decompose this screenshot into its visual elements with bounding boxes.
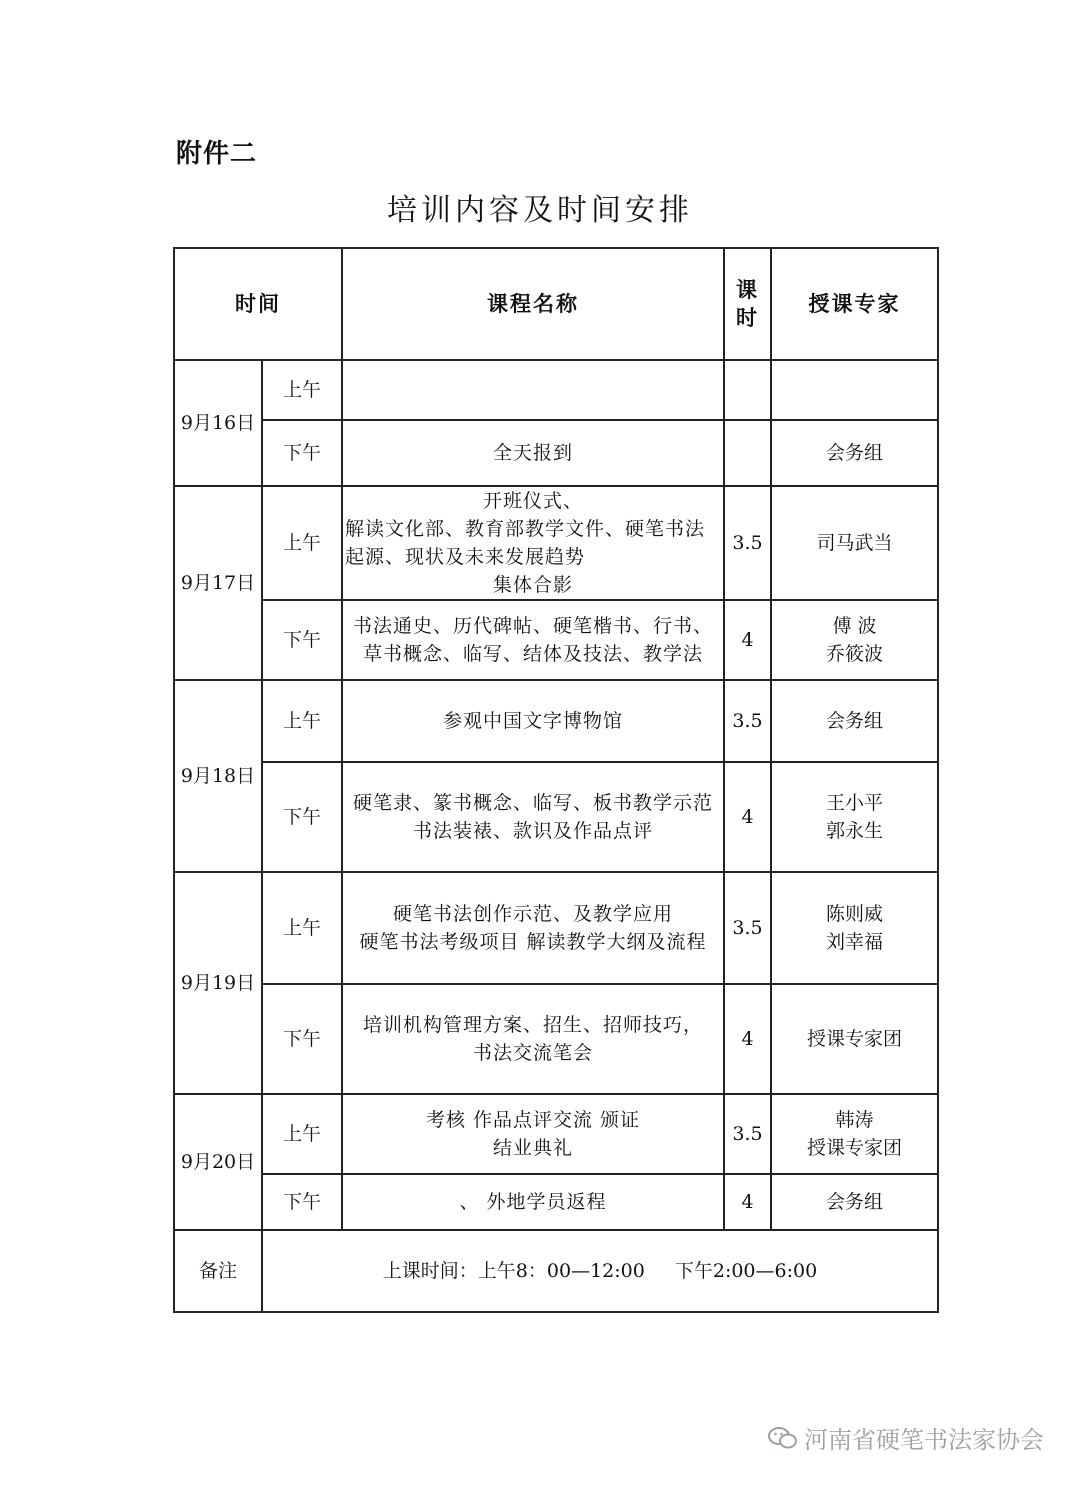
course-line: 书法交流笔会: [472, 1042, 593, 1064]
course-line: 书法通史、历代碑帖、硬笔楷书、行书、: [352, 615, 713, 637]
course-cell: [342, 420, 724, 486]
table-row: [174, 360, 938, 420]
experts-cell: [771, 1174, 938, 1230]
expert-name: 授课专家团: [806, 1028, 902, 1050]
expert-name: 乔筱波: [825, 643, 883, 665]
period-cell: 下午: [262, 420, 342, 486]
expert-name: 王小平: [825, 792, 883, 814]
hours-cell: 4: [724, 1174, 771, 1230]
hours-cell: 4: [724, 762, 771, 872]
course-cell: [342, 1174, 724, 1230]
header-hours: [724, 248, 771, 360]
period-cell: 下午: [262, 984, 342, 1094]
course-line: 考核 作品点评交流 颁证: [425, 1109, 641, 1131]
expert-name: 陈则威: [825, 903, 883, 925]
schedule-body: [174, 360, 938, 1230]
course-cell: [342, 680, 724, 762]
course-line: 开班仪式、: [482, 490, 583, 512]
attachment-label: 附件二: [176, 139, 258, 169]
header-time: 时间: [174, 248, 342, 360]
header-experts: 授课专家: [771, 248, 938, 360]
course-line: 、 外地学员返程: [459, 1191, 607, 1213]
table-row: [174, 420, 938, 486]
period-cell: 上午: [262, 1094, 342, 1174]
table-row: [174, 600, 938, 680]
experts-cell: [771, 486, 938, 600]
expert-name: 授课专家团: [806, 1137, 902, 1159]
course-line: 书法装裱、款识及作品点评: [412, 820, 653, 842]
period-cell: 下午: [262, 762, 342, 872]
course-cell: [342, 872, 724, 984]
date-cell: 9月18日: [174, 680, 262, 872]
watermark: [768, 1420, 1044, 1455]
date-cell: 9月19日: [174, 872, 262, 1094]
course-cell: [342, 1094, 724, 1174]
course-line: 集体合影: [492, 574, 573, 596]
period-cell: 上午: [262, 360, 342, 420]
course-cell: [342, 600, 724, 680]
table-row: [174, 762, 938, 872]
hours-cell: 3.5: [724, 872, 771, 984]
period-cell: 下午: [262, 1174, 342, 1230]
experts-cell: [771, 360, 938, 420]
header-row: [174, 248, 938, 360]
hours-cell: [724, 420, 771, 486]
expert-name: 韩涛: [835, 1109, 874, 1131]
header-course: 课程名称: [342, 248, 724, 360]
period-cell: 下午: [262, 600, 342, 680]
date-cell: 9月20日: [174, 1094, 262, 1230]
expert-name: 会务组: [825, 1191, 883, 1213]
course-cell: [342, 984, 724, 1094]
course-line: 解读文化部、教育部教学文件、硬笔书法: [345, 518, 706, 540]
course-cell: [342, 360, 724, 420]
expert-name: 司马武当: [816, 532, 893, 554]
hours-cell: 4: [724, 984, 771, 1094]
course-line: 硬笔隶、篆书概念、临写、板书教学示范: [352, 792, 713, 814]
header-hours-top: 课: [736, 278, 759, 302]
wechat-icon: [768, 1426, 798, 1450]
course-line: 培训机构管理方案、招生、招师技巧，: [362, 1014, 703, 1036]
experts-cell: [771, 420, 938, 486]
course-line: 草书概念、临写、结体及技法、教学法: [362, 643, 703, 665]
remark-row: [174, 1230, 938, 1312]
expert-name: 会务组: [825, 442, 883, 464]
experts-cell: [771, 984, 938, 1094]
date-cell: 9月16日: [174, 360, 262, 486]
expert-name: 刘幸福: [825, 931, 883, 953]
schedule-table: [173, 247, 939, 1313]
course-line: 结业典礼: [492, 1137, 573, 1159]
period-cell: 上午: [262, 486, 342, 600]
experts-cell: [771, 1094, 938, 1174]
table-row: [174, 680, 938, 762]
course-line: 起源、现状及未来发展趋势: [345, 546, 586, 568]
hours-cell: 4: [724, 600, 771, 680]
experts-cell: [771, 762, 938, 872]
document-title: 培训内容及时间安排: [387, 193, 693, 228]
period-cell: 上午: [262, 680, 342, 762]
hours-cell: 3.5: [724, 486, 771, 600]
experts-cell: [771, 600, 938, 680]
course-cell: [342, 486, 724, 600]
expert-name: 傅 波: [832, 615, 877, 637]
hours-cell: [724, 360, 771, 420]
course-line: 全天报到: [492, 442, 573, 464]
table-row: [174, 486, 938, 600]
course-line: 参观中国文字博物馆: [442, 710, 623, 732]
table-row: [174, 1174, 938, 1230]
watermark-text: 河南省硬笔书法家协会: [804, 1426, 1044, 1454]
remark-text: 上课时间：上午8：00—12:00 下午2:00—6:00: [262, 1230, 938, 1312]
table-row: [174, 1094, 938, 1174]
course-cell: [342, 762, 724, 872]
experts-cell: [771, 680, 938, 762]
experts-cell: [771, 872, 938, 984]
course-line: 硬笔书法考级项目 解读教学大纲及流程: [359, 931, 707, 953]
expert-name: 郭永生: [825, 820, 883, 842]
course-line: 硬笔书法创作示范、及教学应用: [392, 903, 673, 925]
hours-cell: 3.5: [724, 1094, 771, 1174]
expert-name: 会务组: [825, 710, 883, 732]
remark-label: 备注: [174, 1230, 262, 1312]
table-row: [174, 984, 938, 1094]
header-hours-bottom: 时: [736, 306, 759, 330]
period-cell: 上午: [262, 872, 342, 984]
hours-cell: 3.5: [724, 680, 771, 762]
date-cell: 9月17日: [174, 486, 262, 680]
table-row: [174, 872, 938, 984]
